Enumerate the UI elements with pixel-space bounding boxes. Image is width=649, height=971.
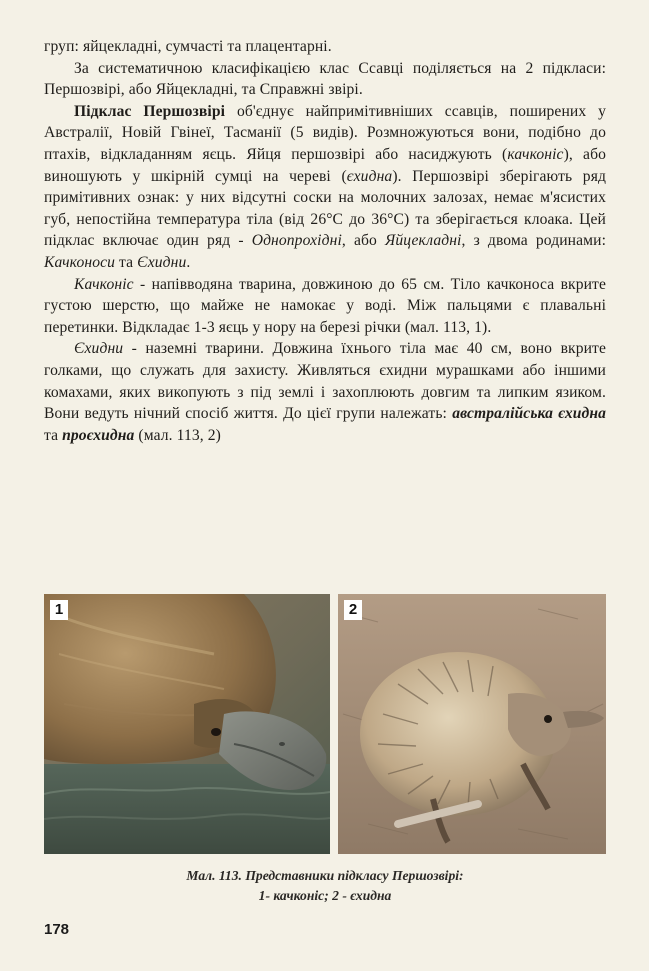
paragraph-1 — [44, 36, 606, 58]
paragraph-3-text-7: . — [186, 253, 191, 271]
paragraph-5-text-3: (мал. 113, 2) — [134, 426, 221, 444]
paragraph-1-text: груп: яйцекладні, сумчасті та плацентарні. — [44, 38, 332, 55]
paragraph-3-text-2: ), або виношують у шкірній сумці на череві ( — [44, 145, 607, 185]
caption-line-2: 1- качконіс; 2 - єхидна — [258, 888, 392, 903]
main-text — [44, 36, 606, 446]
paragraph-5 — [44, 338, 606, 446]
paragraph-5-text-1: - наземні тварини. Довжина їхнього тіла має 40 см, воно вкрите голками, що служать для захисту. Живляться єхидни мурашками або іншими комахами, яких викопують з під землі і захоплюють довгим та липким язиком. Вони ведуть нічний спосіб життя. До цієї групи належать: — [44, 340, 606, 423]
proechidna-term: проєхидна — [62, 426, 135, 444]
echidna-illustration — [338, 594, 606, 854]
australian-echidna-term: австралійська єхидна — [452, 405, 606, 423]
echidna-photo — [338, 594, 606, 854]
echidna-term: єхидна — [346, 167, 393, 185]
paragraph-5-text-2: та — [44, 426, 63, 444]
paragraph-2 — [44, 58, 606, 101]
figure-caption — [44, 866, 606, 906]
photo-2-label: 2 — [344, 600, 362, 620]
order-monotremes: Однопрохідні — [251, 232, 342, 250]
paragraph-4-text: - напівводяна тварина, довжиною до 65 см. Тіло качконоса вкрите густою шерстю, що майже не намокає у воді. Між пальцями є плавальні перетинки. Відкладає 1-3 яєць у нору на березі річки (мал. 113, 1). — [44, 275, 606, 336]
page-number: 178 — [44, 921, 70, 938]
platypus-photo — [44, 594, 330, 854]
paragraph-3-text-4: , або — [341, 232, 385, 250]
caption-line-1: Мал. 113. Представники підкласу Першозвірі: — [186, 868, 464, 883]
platypus-illustration — [44, 594, 330, 854]
paragraph-4 — [44, 274, 606, 339]
photo-1-label: 1 — [50, 600, 68, 620]
order-egg-laying: Яйцекладні — [384, 232, 462, 250]
paragraph-3-text-6: та — [115, 253, 138, 271]
paragraph-3-text-1: об'єднує найпримітивніших ссавців, поширених у Австралії, Новій Гвінеї, Тасманії (5 видів). Розмножуються вони, подібно до птахів, відкладанням яєць. Яйця першозвірі або насиджують ( — [44, 102, 606, 163]
family-platypuses: Качконоси — [44, 253, 116, 271]
paragraph-3-text-5: , з двома родинами: — [461, 232, 606, 250]
subclass-heading: Підклас Першозвірі — [74, 102, 226, 120]
paragraph-3 — [44, 101, 606, 274]
paragraph-2-text: За систематичною класифікацією клас Ссавці поділяється на 2 підкласи: Першозвірі, або Яйцекладні, та Справжні звірі. — [44, 59, 606, 99]
platypus-term: качконіс — [507, 145, 564, 163]
family-echidnas: Єхидни — [137, 253, 187, 271]
platypus-heading: Качконіс — [74, 275, 134, 293]
figure-113 — [44, 594, 606, 854]
echidnas-heading: Єхидни — [74, 340, 124, 358]
paragraph-3-text-3: ). Першозвірі зберігають ряд примітивних ознак: у них відсутні соски на молочних залозах, немає м'ясистих губ, непостійна температура тіла (від 26°С до 36°С) та зберігається клоака. Цей підклас включає один ряд - — [44, 167, 607, 250]
